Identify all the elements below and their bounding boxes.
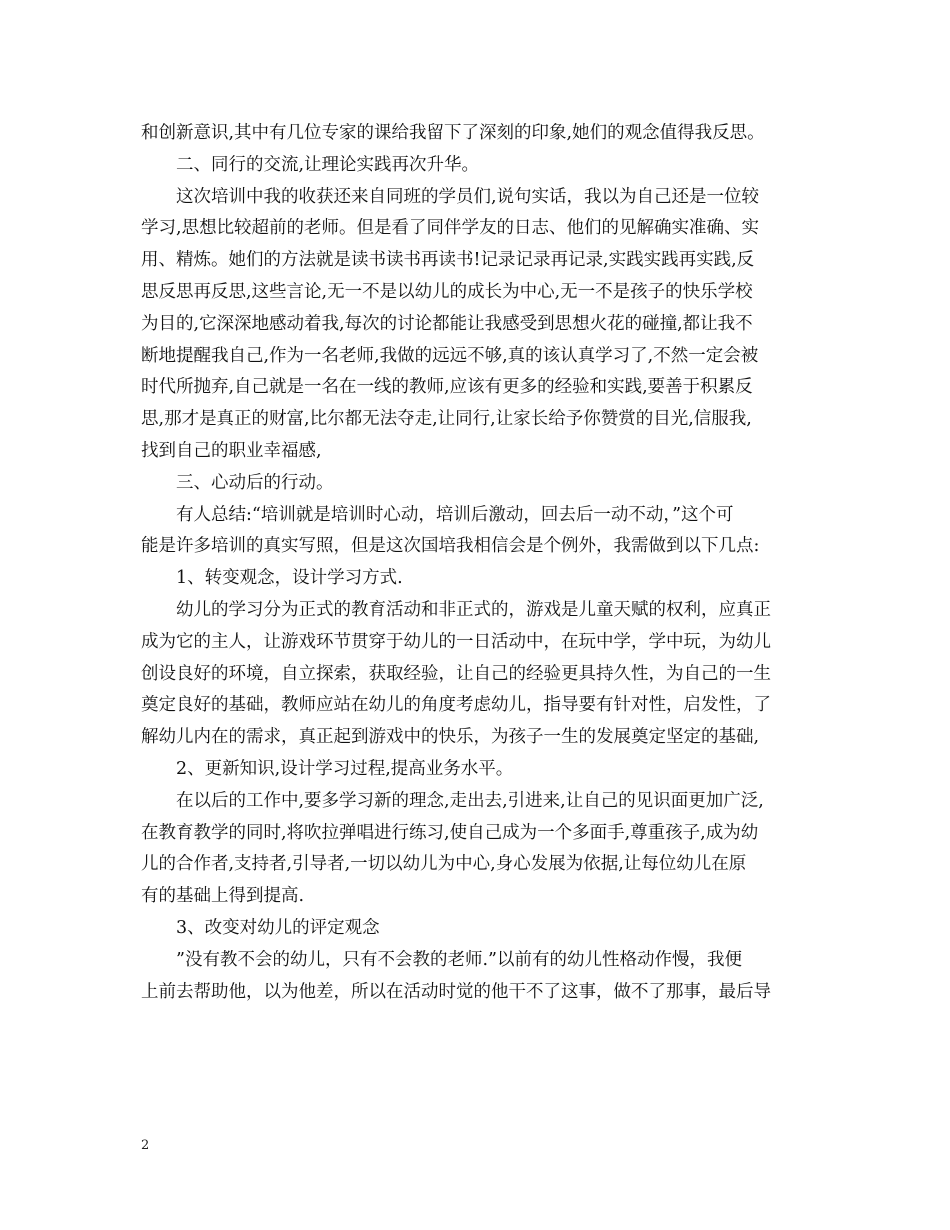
text-line: 在教育教学的同时,将吹拉弹唱进行练习,使自己成为一个多面手,尊重孩子,成为幼 — [141, 822, 759, 843]
text-line: ”没有教不会的幼儿，只有不会教的老师.”以前有的幼儿性格动作慢，我便 — [176, 949, 742, 970]
text-line: 2、更新知识,设计学习过程,提高业务水平。 — [176, 758, 514, 779]
text-line: 解幼儿内在的需求，真正起到游戏中的快乐，为孩子一生的发展奠定坚定的基础, — [141, 727, 760, 748]
text-line: 断地提醒我自己,作为一名老师,我做的远远不够,真的该认真学习了,不然一定会被 — [141, 345, 759, 366]
text-line: 创设良好的环境，自立探索，获取经验，让自己的经验更具持久性，为自己的一生 — [141, 663, 771, 684]
text-line: 儿的合作者,支持者,引导者,一切以幼儿为中心,身心发展为依据,让每位幼儿在原 — [141, 854, 747, 875]
text-line: 3、改变对幼儿的评定观念 — [176, 917, 380, 938]
text-line: 思反思再反思,这些言论,无一不是以幼儿的成长为中心,无一不是孩子的快乐学校 — [141, 281, 753, 302]
text-line: 有人总结:“培训就是培训时心动，培训后激动，回去后一动不动，”这个可 — [176, 504, 734, 525]
text-line: 二、同行的交流,让理论实践再次升华。 — [176, 154, 480, 175]
text-line: 思,那才是真正的财富,比尔都无法夺走,让同行,让家长给予你赞赏的目光,信服我, — [141, 409, 752, 430]
page-number: 2 — [141, 1138, 150, 1153]
text-line: 学习,思想比较超前的老师。但是看了同伴学友的日志、他们的见解确实准确、实 — [141, 218, 760, 239]
text-line: 这次培训中我的收获还来自同班的学员们,说句实话，我以为自己还是一位较 — [176, 186, 760, 207]
text-line: 三、心动后的行动。 — [176, 472, 334, 493]
text-line: 上前去帮助他，以为他差，所以在活动时觉的他干不了这事，做不了那事，最后导 — [141, 981, 771, 1002]
document-body — [141, 118, 821, 1008]
text-line: 和创新意识,其中有几位专家的课给我留下了深刻的印象,她们的观念值得我反思。 — [141, 123, 765, 143]
text-line: 成为它的主人，让游戏环节贯穿于幼儿的一日活动中，在玩中学，学中玩，为幼儿 — [141, 631, 771, 652]
text-line: 有的基础上得到提高. — [141, 886, 305, 907]
text-line: 找到自己的职业幸福感, — [141, 440, 322, 461]
text-line: 在以后的工作中,要多学习新的理念,走出去,引进来,让自己的见识面更加广泛, — [176, 790, 764, 811]
text-line: 奠定良好的基础，教师应站在幼儿的角度考虑幼儿，指导要有针对性，启发性，了 — [141, 695, 771, 716]
text-line: 幼儿的学习分为正式的教育活动和非正式的，游戏是儿童天赋的权利，应真正 — [176, 599, 771, 620]
text-line: 为目的,它深深地感动着我,每次的讨论都能让我感受到思想火花的碰撞,都让我不 — [141, 313, 753, 334]
text-line: 用、精炼。她们的方法就是读书读书再读书!记录记录再记录,实践实践再实践,反 — [141, 250, 755, 271]
text-line: 1、转变观念，设计学习方式. — [176, 568, 403, 589]
text-line: 能是许多培训的真实写照，但是这次国培我相信会是个例外，我需做到以下几点: — [141, 536, 760, 557]
text-line: 时代所抛弃,自己就是一名在一线的教师,应该有更多的经验和实践,要善于积累反 — [141, 377, 753, 398]
